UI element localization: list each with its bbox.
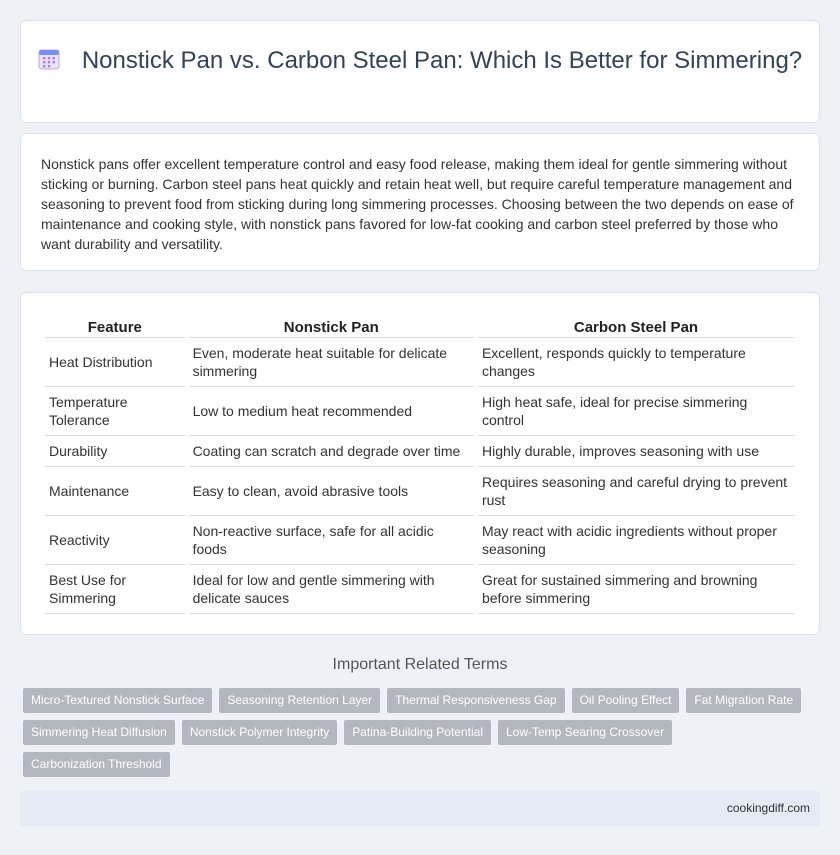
carbon-steel-cell: Excellent, responds quickly to temperature changes (478, 338, 794, 387)
nonstick-cell: Non-reactive surface, safe for all acidic foods (189, 516, 474, 565)
feature-cell: Durability (45, 436, 185, 467)
term-tag[interactable]: Nonstick Polymer Integrity (182, 720, 337, 745)
calendar-icon (38, 48, 60, 70)
table-row (45, 387, 794, 436)
comparison-card (20, 292, 820, 635)
related-terms-list (23, 688, 813, 784)
related-terms-heading: Important Related Terms (332, 656, 508, 673)
term-tag[interactable]: Fat Migration Rate (686, 688, 801, 713)
term-tag[interactable]: Oil Pooling Effect (572, 688, 680, 713)
table-row (45, 516, 794, 565)
feature-cell: Heat Distribution (45, 338, 185, 387)
nonstick-cell: Low to medium heat recommended (189, 387, 474, 436)
table-row (45, 436, 794, 467)
term-tag[interactable]: Low-Temp Searing Crossover (498, 720, 672, 745)
feature-cell: Best Use for Simmering (45, 565, 185, 614)
nonstick-cell: Coating can scratch and degrade over time (189, 436, 474, 467)
header-nonstick: Nonstick Pan (189, 311, 474, 338)
header-feature: Feature (45, 311, 185, 338)
footer (20, 791, 820, 826)
feature-cell: Temperature Tolerance (45, 387, 185, 436)
nonstick-cell: Ideal for low and gentle simmering with delicate sauces (189, 565, 474, 614)
term-tag[interactable]: Micro-Textured Nonstick Surface (23, 688, 212, 713)
comparison-table (41, 311, 798, 614)
header-carbon-steel: Carbon Steel Pan (478, 311, 794, 338)
feature-cell: Reactivity (45, 516, 185, 565)
term-tag[interactable]: Seasoning Retention Layer (219, 688, 380, 713)
nonstick-cell: Even, moderate heat suitable for delicate simmering (189, 338, 474, 387)
feature-cell: Maintenance (45, 467, 185, 516)
carbon-steel-cell: Highly durable, improves seasoning with use (478, 436, 794, 467)
nonstick-cell: Easy to clean, avoid abrasive tools (189, 467, 474, 516)
term-tag[interactable]: Carbonization Threshold (23, 752, 170, 777)
carbon-steel-cell: May react with acidic ingredients without proper seasoning (478, 516, 794, 565)
page-title: Nonstick Pan vs. Carbon Steel Pan: Which Is Better for Simmering? (81, 47, 803, 74)
table-row (45, 467, 794, 516)
carbon-steel-cell: High heat safe, ideal for precise simmering control (478, 387, 794, 436)
table-header-row (45, 311, 794, 338)
table-row (45, 565, 794, 614)
intro-card (20, 133, 820, 271)
table-row (45, 338, 794, 387)
term-tag[interactable]: Thermal Responsiveness Gap (387, 688, 564, 713)
term-tag[interactable]: Simmering Heat Diffusion (23, 720, 175, 745)
page-title-row (21, 46, 819, 76)
carbon-steel-cell: Great for sustained simmering and browning before simmering (478, 565, 794, 614)
carbon-steel-cell: Requires seasoning and careful drying to prevent rust (478, 467, 794, 516)
intro-paragraph: Nonstick pans offer excellent temperature control and easy food release, making them ideal for gentle simmering without sticking or burning. Carbon steel pans heat quickly and retain heat well, but require careful temperature management and seasoning to prevent food from sticking during long simmering processes. Choosing between the two depends on ease of maintenance and cooking style, with nonstick pans favored for low-fat cooking and carbon steel preferred by those who want durability and versatility. (41, 156, 794, 252)
term-tag[interactable]: Patina-Building Potential (344, 720, 491, 745)
footer-site-link[interactable]: cookingdiff.com (726, 801, 810, 815)
title-card (20, 20, 820, 123)
